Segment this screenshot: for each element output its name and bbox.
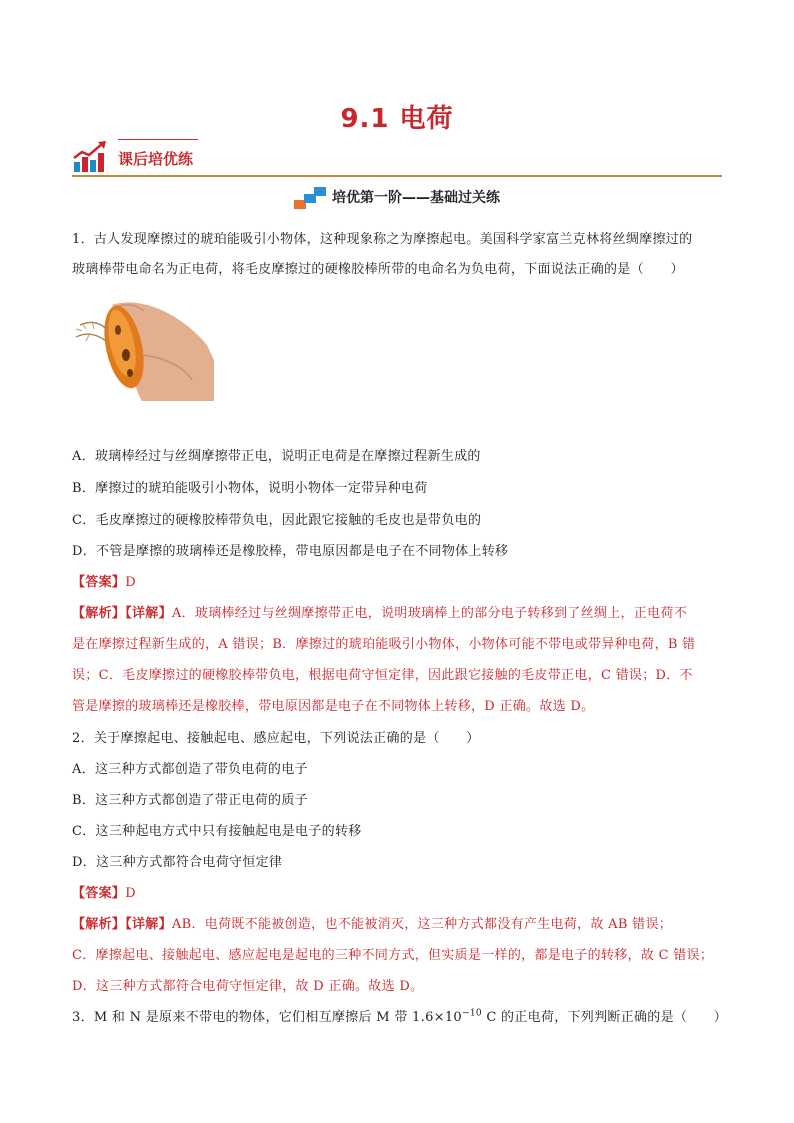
q2-analysis-line-3: D．这三种方式都符合电荷守恒定律，故 D 正确。故选 D。: [72, 979, 424, 994]
section-heading-text: 培优第一阶——基础过关练: [332, 190, 500, 206]
banner-top-line: [118, 139, 198, 140]
q3-exponent: −10: [461, 1008, 482, 1019]
q2-option-c: C．这三种起电方式中只有接触起电是电子的转移: [72, 824, 362, 839]
q1-analysis-line-3: 误；C．毛皮摩擦过的硬橡胶棒带负电，根据电荷守恒定律，因此跟它接触的毛皮带正电，C 错误；D．不: [72, 668, 693, 683]
analysis-tag: 【解析】【详解】: [72, 917, 172, 932]
q2-option-d: D．这三种方式都符合电荷守恒定律: [72, 855, 283, 870]
q3-stem-part-2: C 的正电荷，下列判断正确的是（ ）: [481, 1010, 728, 1025]
rising-chart-icon: [72, 140, 108, 174]
answer-value: D: [125, 886, 136, 901]
analysis-text: A．玻璃棒经过与丝绸摩擦带正电，说明玻璃棒上的部分电子转移到了丝绸上，正电荷不: [171, 606, 687, 621]
q3-stem: [72, 1006, 727, 1025]
q1-option-c: C．毛皮摩擦过的硬橡胶棒带负电，因此跟它接触的毛皮也是带负电的: [72, 513, 482, 528]
q2-analysis-line-2: C．摩擦起电、接触起电、感应起电是起电的三种不同方式，但实质是一样的，都是电子的转移，故 C 错误；: [72, 948, 714, 963]
answer-tag: 【答案】: [72, 886, 126, 901]
q1-option-d: D．不管是摩擦的玻璃棒还是橡胶棒，带电原因都是电子在不同物体上转移: [72, 544, 509, 559]
analysis-text: AB．电荷既不能被创造，也不能被消灭，这三种方式都没有产生电荷，故 AB 错误；: [171, 917, 673, 932]
answer-tag: 【答案】: [72, 575, 126, 590]
answer-value: D: [125, 575, 136, 590]
q2-option-a: A．这三种方式都创造了带负电荷的电子: [72, 762, 308, 777]
q2-answer: [72, 882, 136, 901]
q2-option-b: B．这三种方式都创造了带正电荷的质子: [72, 793, 308, 808]
q2-stem: 2．关于摩擦起电、接触起电、感应起电，下列说法正确的是（ ）: [72, 731, 480, 746]
section-banner: [72, 136, 722, 178]
stairs-icon: [294, 186, 328, 210]
analysis-tag: 【解析】【详解】: [72, 606, 172, 621]
page-title: 9.1 电荷: [340, 104, 454, 134]
amber-photo: [72, 285, 214, 401]
q1-stem-line-2: 玻璃棒带电命名为正电荷，将毛皮摩擦过的硬橡胶棒所带的电命名为负电荷，下面说法正确的是（ ）: [72, 262, 684, 277]
q1-analysis-line-2: 是在摩擦过程新生成的，A 错误；B．摩擦过的琥珀能吸引小物体，小物体可能不带电或带异种电荷，B 错: [72, 637, 696, 652]
q1-answer: [72, 571, 136, 590]
q1-option-a: A．玻璃棒经过与丝绸摩擦带正电，说明正电荷是在摩擦过程新生成的: [72, 449, 481, 464]
q1-analysis-line-4: 管是摩擦的玻璃棒还是橡胶棒，带电原因都是电子在不同物体上转移，D 正确。故选 D。: [72, 699, 595, 714]
q1-option-b: B．摩擦过的琥珀能吸引小物体，说明小物体一定带异种电荷: [72, 481, 428, 496]
section-heading: [0, 186, 794, 210]
q1-stem-line-1: 1．古人发现摩擦过的琥珀能吸引小物体，这种现象称之为摩擦起电。美国科学家富兰克林将丝绸摩擦过的: [72, 232, 693, 247]
q3-stem-part-1: 3．M 和 N 是原来不带电的物体，它们相互摩擦后 M 带 1.6×10: [72, 1010, 462, 1025]
q2-analysis-line-1: [72, 913, 672, 932]
banner-divider: [72, 175, 722, 177]
banner-label: 课后培优练: [118, 150, 194, 168]
q1-analysis-line-1: [72, 602, 687, 621]
